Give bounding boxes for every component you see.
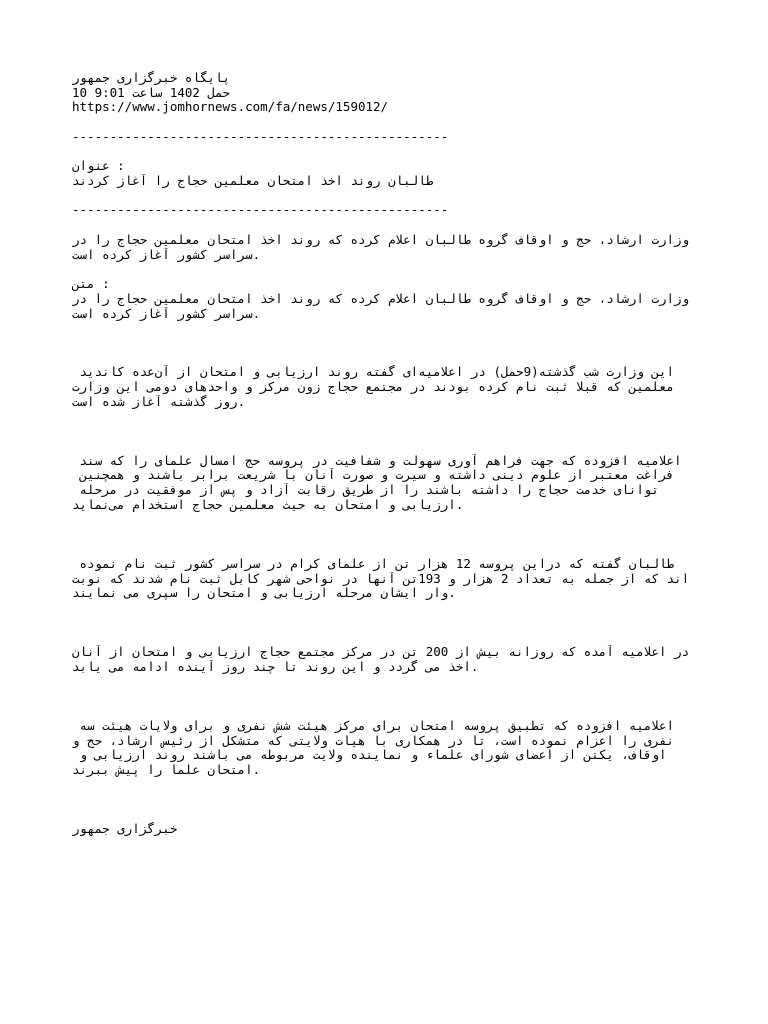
separator-line: --------------------------------------------------: [72, 203, 449, 218]
lead-line: سراسر کشور آغاز کرده است.: [72, 306, 261, 321]
paragraph-line: امتحان علما را پیش ببرند.: [72, 762, 261, 777]
paragraph-line: اوقاف، یکتن از اعضای شورای علماء و نماینده ولایت مربوطه می باشند روند ارزیابی و: [72, 748, 667, 763]
body-lead: [72, 292, 752, 321]
line-spacer: [72, 115, 752, 130]
line-spacer: [72, 189, 752, 204]
paragraph-line: اخذ می گردد و این روند تا چند روز آینده ادامه می یابد.: [72, 659, 479, 674]
line-spacer: [72, 145, 752, 160]
line-spacer: [72, 218, 752, 233]
line-spacer: [72, 262, 752, 277]
separator-line: --------------------------------------------------: [72, 129, 449, 144]
body-paragraph: [72, 719, 752, 778]
paragraph-gap: [72, 321, 752, 365]
article-title: طالبان روند اخذ امتحان معلمین حجاج را آغاز کردند: [72, 174, 434, 189]
paragraph-gap: [72, 601, 752, 645]
paragraph-line: معلمین که قبلا ثبت نام کرده بودند در مجتمع حجاج زون مرکز و واحدهای دومی این وزارت: [72, 380, 675, 395]
footer-source: خبرگزاری جمهور: [72, 821, 178, 836]
body-paragraph: [72, 645, 752, 674]
paragraph-gap: [72, 778, 752, 822]
paragraph-gap: [72, 675, 752, 719]
body-label: متن :: [72, 277, 110, 292]
paragraph-line: این وزارت شب گذشته(9حمل) در اعلامیه‌ای گفته روند ارزیابی و امتحان از آن‌عده کاندید: [72, 365, 675, 380]
paragraph-line: ارزیابی و امتحان به حیث معلمین حجاج استخدام می‌نماید.: [72, 497, 464, 512]
paragraph-line: روز گذشته آغاز شده است.: [72, 394, 246, 409]
paragraph-line: اعلامیه افزوده که تطبیق پروسه امتحان برای مرکز هیئت شش نفری و برای ولایات هیئت سه: [72, 718, 675, 733]
paragraph-line: فراغت معتبر از علوم دینی داشته و سیرت و صورت آنان با شریعت برابر باشند و همچنین: [72, 468, 675, 483]
news-document: [72, 71, 752, 837]
agency-name: پایگاه خبرگزاری جمهور: [72, 71, 231, 85]
body-paragraph: [72, 365, 752, 409]
paragraph-gap: [72, 513, 752, 557]
paragraph-line: اعلامیه افزوده که جهت فراهم آوری سهولت و شفافیت در پروسه حج امسال علمای را که سند: [72, 453, 682, 468]
lead-line: وزارت ارشاد، حج و اوقاف گروه طالبان اعلام کرده که روند اخذ امتحان معلمین حجاج را در: [72, 291, 690, 306]
paragraph-line: طالبان گفته که دراین پروسه 12 هزار تن از علمای کرام در سراسر کشور ثبت نام نموده: [72, 556, 675, 571]
body-paragraph: [72, 454, 752, 513]
paragraph-line: وار ایشان مرحله ارزیابی و امتحان را سپری می نمایند.: [72, 586, 456, 601]
body-paragraph: [72, 557, 752, 601]
article-url: https://www.jomhornews.com/fa/news/159012/: [72, 100, 389, 115]
title-label: عنوان :: [72, 159, 125, 174]
paragraph-line: نفری را اعزام نموده است، تا در همکاری با هیات ولایتی که متشکل از رئیس ارشاد، حج و: [72, 733, 675, 748]
paragraph-line: توانای خدمت حجاج را داشته باشند را از طریق رقابت آزاد و پس از موفقیت در مرحله: [72, 483, 660, 498]
publish-datetime: 10 حمل 1402 ساعت 9:01: [72, 85, 231, 100]
article-summary: [72, 233, 752, 262]
summary-line: سراسر کشور آغاز کرده است.: [72, 247, 261, 262]
summary-line: وزارت ارشاد، حج و اوقاف گروه طالبان اعلام کرده که روند اخذ امتحان معلمین حجاج را در: [72, 232, 690, 247]
paragraph-gap: [72, 410, 752, 454]
paragraph-line: در اعلامیه آمده که روزانه بیش از 200 تن در مرکز مجتمع حجاج ارزیابی و امتحان از آنان: [72, 645, 690, 660]
paragraph-line: اند که از جمله به تعداد 2 هزار و 193تن آنها در نواحی شهر کابل ثبت نام شدند که نوبت: [72, 571, 690, 586]
